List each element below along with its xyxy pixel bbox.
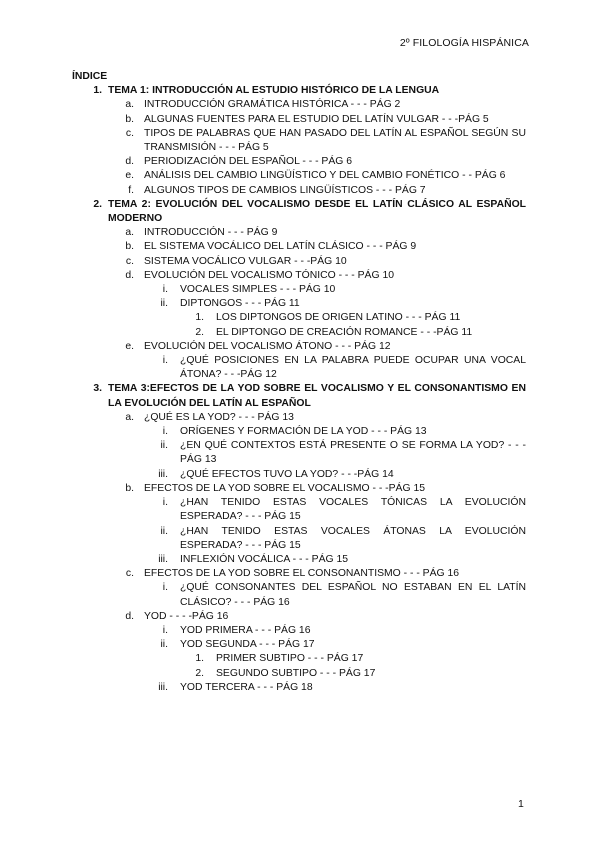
toc-entry-number: a. [125, 411, 134, 423]
toc-entry-number: 2. [195, 326, 204, 338]
toc-entry-text: EFECTOS DE LA YOD SOBRE EL VOCALISMO - - -PÁG 15 [144, 482, 426, 494]
toc-entry-text: TEMA 2: EVOLUCIÓN DEL VOCALISMO DESDE EL LATÍN CLÁSICO AL ESPAÑOL MODERNO [108, 198, 526, 225]
toc-entry [72, 283, 526, 297]
toc-entry-number: iii. [158, 468, 168, 480]
toc-entry-text: VOCALES SIMPLES - - - PÁG 10 [180, 284, 336, 296]
toc-entry-text: ¿QUÉ EFECTOS TUVO LA YOD? - - -PÁG 14 [180, 468, 394, 480]
toc-entry-text: ¿HAN TENIDO ESTAS VOCALES TÓNICAS LA EVOLUCIÓN ESPERADA? - - - PÁG 15 [180, 497, 526, 523]
toc-entry-text: SISTEMA VOCÁLICO VULGAR - - -PÁG 10 [144, 255, 347, 267]
toc-entry-text: LOS DIPTONGOS DE ORIGEN LATINO - - - PÁG 11 [216, 312, 461, 324]
toc-entry [72, 567, 526, 581]
toc-entry-number: ii. [160, 639, 168, 651]
toc-entry-number: ii. [160, 298, 168, 310]
toc-entry-text: YOD TERCERA - - - PÁG 18 [180, 681, 313, 693]
toc-entry [72, 525, 526, 553]
toc-entry-text: INTRODUCCIÓN - - - PÁG 9 [144, 227, 278, 239]
toc-entry [72, 482, 526, 496]
toc-entry [72, 297, 526, 311]
toc-entry-number: ii. [160, 440, 168, 452]
toc-entry-number: i. [162, 355, 168, 367]
toc-entry-text: ¿QUÉ POSICIONES EN LA PALABRA PUEDE OCUPAR UNA VOCAL ÁTONA? - - -PÁG 12 [180, 355, 526, 381]
toc-entry-text: YOD SEGUNDA - - - PÁG 17 [180, 639, 315, 651]
toc-entry-text: DIPTONGOS - - - PÁG 11 [180, 298, 300, 310]
toc-list [72, 84, 526, 695]
toc-entry-text: SEGUNDO SUBTIPO - - - PÁG 17 [216, 667, 376, 679]
toc-entry-number: 1. [195, 653, 204, 665]
toc-entry-number: 1. [195, 312, 204, 324]
toc-entry-text: YOD PRIMERA - - - PÁG 16 [180, 624, 311, 636]
toc-entry-number: 1. [93, 85, 102, 97]
table-of-contents [72, 70, 526, 695]
toc-entry [72, 269, 526, 283]
toc-entry [72, 155, 526, 169]
toc-entry [72, 98, 526, 112]
toc-entry-text: EVOLUCIÓN DEL VOCALISMO ÁTONO - - - PÁG 12 [144, 340, 391, 352]
toc-entry-text: EFECTOS DE LA YOD SOBRE EL CONSONANTISMO - - - PÁG 16 [144, 568, 460, 580]
toc-entry [72, 226, 526, 240]
index-heading: ÍNDICE [72, 71, 108, 82]
toc-entry-number: 2. [93, 198, 102, 210]
toc-entry-number: i. [162, 497, 168, 509]
toc-entry-number: i. [162, 284, 168, 296]
toc-entry [72, 624, 526, 638]
toc-entry [72, 610, 526, 624]
toc-entry-text: EL DIPTONGO DE CREACIÓN ROMANCE - - -PÁG 11 [216, 326, 473, 338]
toc-entry-number: 3. [93, 383, 102, 395]
toc-entry-number: c. [125, 568, 134, 580]
toc-entry [72, 113, 526, 127]
toc-entry-text: INFLEXIÓN VOCÁLICA - - - PÁG 15 [180, 553, 349, 565]
toc-entry [72, 652, 526, 666]
toc-entry-number: b. [125, 113, 134, 125]
toc-entry [72, 496, 526, 524]
toc-entry-text: EVOLUCIÓN DEL VOCALISMO TÓNICO - - - PÁG 10 [144, 269, 395, 281]
toc-entry [72, 340, 526, 354]
toc-entry-text: ¿HAN TENIDO ESTAS VOCALES ÁTONAS LA EVOLUCIÓN ESPERADA? - - - PÁG 15 [180, 525, 526, 551]
toc-entry [72, 553, 526, 567]
toc-entry-text: ¿EN QUÉ CONTEXTOS ESTÁ PRESENTE O SE FORMA LA YOD? - - - PÁG 13 [180, 440, 526, 466]
toc-entry-number: 2. [195, 667, 204, 679]
toc-entry-text: PRIMER SUBTIPO - - - PÁG 17 [216, 653, 364, 665]
toc-entry-number: i. [162, 582, 168, 594]
toc-entry-number: a. [125, 227, 134, 239]
toc-entry-text: ANÁLISIS DEL CAMBIO LINGÜÍSTICO Y DEL CAMBIO FONÉTICO - - PÁG 6 [144, 170, 506, 182]
toc-entry-number: e. [125, 340, 134, 352]
toc-entry-number: c. [125, 127, 134, 139]
toc-entry [72, 425, 526, 439]
toc-entry [72, 240, 526, 254]
toc-entry-number: b. [125, 241, 134, 253]
toc-entry-text: YOD - - - -PÁG 16 [144, 610, 229, 622]
toc-entry [72, 581, 526, 609]
toc-entry [72, 439, 526, 467]
toc-entry-number: f. [128, 184, 134, 196]
toc-entry-text: TEMA 3:EFECTOS DE LA YOD SOBRE EL VOCALISMO Y EL CONSONANTISMO EN LA EVOLUCIÓN DEL LATÍN AL ESPAÑOL [108, 383, 526, 409]
running-header: 2º FILOLOGÍA HISPÁNICA [399, 37, 529, 49]
page-number: 1 [518, 798, 524, 810]
toc-entry-text: TIPOS DE PALABRAS QUE HAN PASADO DEL LATÍN AL ESPAÑOL SEGÚN SU TRANSMISIÓN - - - PÁG 5 [144, 127, 526, 154]
toc-entry [72, 84, 526, 98]
toc-entry [72, 198, 526, 226]
toc-entry-text: PERIODIZACIÓN DEL ESPAÑOL - - - PÁG 6 [144, 156, 353, 168]
toc-entry-number: a. [125, 99, 134, 111]
toc-entry-number: iii. [158, 681, 168, 693]
toc-entry-number: i. [162, 624, 168, 636]
toc-entry-number: d. [125, 156, 134, 168]
toc-entry-number: d. [125, 610, 134, 622]
toc-entry [72, 184, 526, 198]
toc-entry-text: TEMA 1: INTRODUCCIÓN AL ESTUDIO HISTÓRICO DE LA LENGUA [108, 85, 440, 97]
toc-entry-number: iii. [158, 553, 168, 565]
toc-entry [72, 667, 526, 681]
toc-entry-text: ¿QUÉ CONSONANTES DEL ESPAÑOL NO ESTABAN EN EL LATÍN CLÁSICO? - - - PÁG 16 [180, 582, 526, 608]
toc-entry-number: e. [125, 170, 134, 182]
toc-entry [72, 127, 526, 155]
toc-entry [72, 468, 526, 482]
toc-entry [72, 382, 526, 410]
toc-entry-number: ii. [160, 525, 168, 537]
toc-entry [72, 411, 526, 425]
toc-entry [72, 354, 526, 382]
toc-entry-text: INTRODUCCIÓN GRAMÁTICA HISTÓRICA - - - PÁG 2 [144, 99, 401, 111]
toc-entry [72, 638, 526, 652]
toc-entry [72, 326, 526, 340]
toc-entry-text: EL SISTEMA VOCÁLICO DEL LATÍN CLÁSICO - - - PÁG 9 [144, 241, 417, 253]
toc-entry-text: ALGUNAS FUENTES PARA EL ESTUDIO DEL LATÍN VULGAR - - -PÁG 5 [144, 113, 489, 125]
toc-entry-text: ORÍGENES Y FORMACIÓN DE LA YOD - - - PÁG 13 [180, 426, 427, 438]
toc-entry [72, 311, 526, 325]
toc-entry [72, 255, 526, 269]
toc-entry-text: ¿QUÉ ES LA YOD? - - - PÁG 13 [144, 411, 294, 423]
toc-entry [72, 169, 526, 183]
toc-entry-number: c. [125, 255, 134, 267]
toc-entry-number: d. [125, 269, 134, 281]
toc-entry-number: b. [125, 482, 134, 494]
toc-entry-number: i. [162, 426, 168, 438]
toc-entry-text: ALGUNOS TIPOS DE CAMBIOS LINGÜÍSTICOS - - - PÁG 7 [144, 184, 426, 196]
toc-entry [72, 681, 526, 695]
